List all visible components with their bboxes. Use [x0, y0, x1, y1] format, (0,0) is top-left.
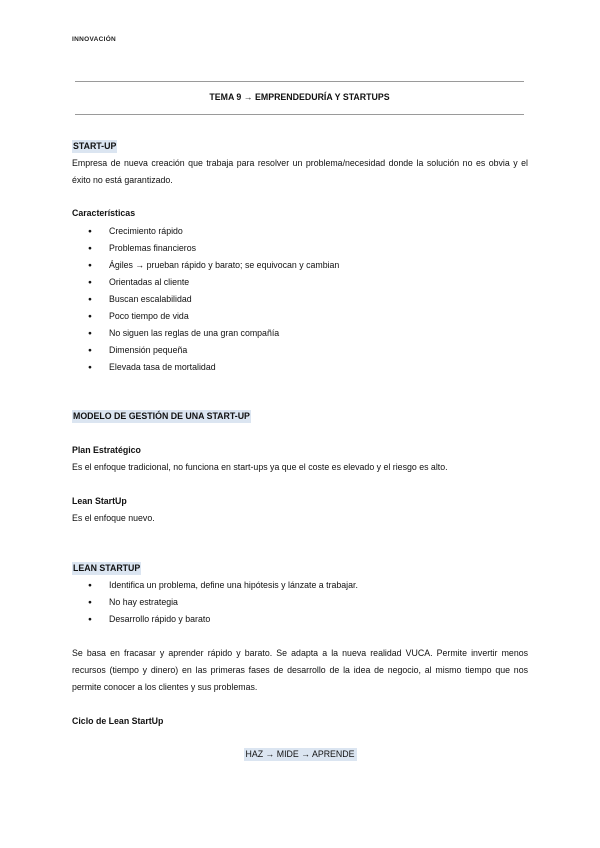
list-item: ● Problemas financieros [72, 240, 339, 257]
startup-definition: Empresa de nueva creación que trabaja para resolver un problema/necesidad donde la solución no es obvia y el éxito no está garantizado. [72, 158, 528, 185]
list-item: ● Elevada tasa de mortalidad [72, 359, 339, 376]
lean-cycle-text: HAZ → MIDE → APRENDE [245, 749, 355, 759]
list-item: ● Orientadas al cliente [72, 274, 339, 291]
features-heading: Características [72, 208, 136, 218]
title-rule-top [75, 81, 524, 82]
page-header: INNOVACIÓN [72, 36, 117, 43]
lean-startup-text: Es el enfoque nuevo. [72, 513, 155, 523]
lean-points-list [72, 577, 358, 628]
strategic-plan-heading: Plan Estratégico [72, 445, 141, 455]
list-item: ● Identifica un problema, define una hipótesis y lánzate a trabajar. [72, 577, 358, 594]
startup-heading: START-UP [73, 141, 117, 151]
lean-startup-subheading: Lean StartUp [72, 496, 127, 506]
features-list [72, 223, 339, 376]
list-item: ● Poco tiempo de vida [72, 308, 339, 325]
document-title: TEMA 9 → EMPRENDEDURÍA Y STARTUPS [209, 92, 390, 102]
management-heading: MODELO DE GESTIÓN DE UNA START-UP [73, 411, 250, 421]
list-item: ● No siguen las reglas de una gran compañía [72, 325, 339, 342]
list-item: ● Crecimiento rápido [72, 223, 339, 240]
list-item: ● Ágiles → prueban rápido y barato; se equivocan y cambian [72, 257, 339, 274]
list-item: ● Buscan escalabilidad [72, 291, 339, 308]
list-item: ● Desarrollo rápido y barato [72, 611, 358, 628]
lean-cycle [0, 749, 600, 759]
list-item: ● Dimensión pequeña [72, 342, 339, 359]
title-rule-bottom [75, 114, 524, 115]
list-item: ● No hay estrategia [72, 594, 358, 611]
lean-heading: LEAN STARTUP [73, 563, 141, 573]
strategic-plan-text: Es el enfoque tradicional, no funciona en start-ups ya que el coste es elevado y el riesgo es alto. [72, 462, 448, 472]
lean-paragraph: Se basa en fracasar y aprender rápido y barato. Se adapta a la nueva realidad VUCA. Permite invertir menos recursos (tiempo y dinero) en las primeras fases de desarrollo de la idea de negocio, al mismo tiempo que nos permite conocer a los clientes y sus problemas. [72, 648, 528, 692]
cycle-heading: Ciclo de Lean StartUp [72, 716, 164, 726]
